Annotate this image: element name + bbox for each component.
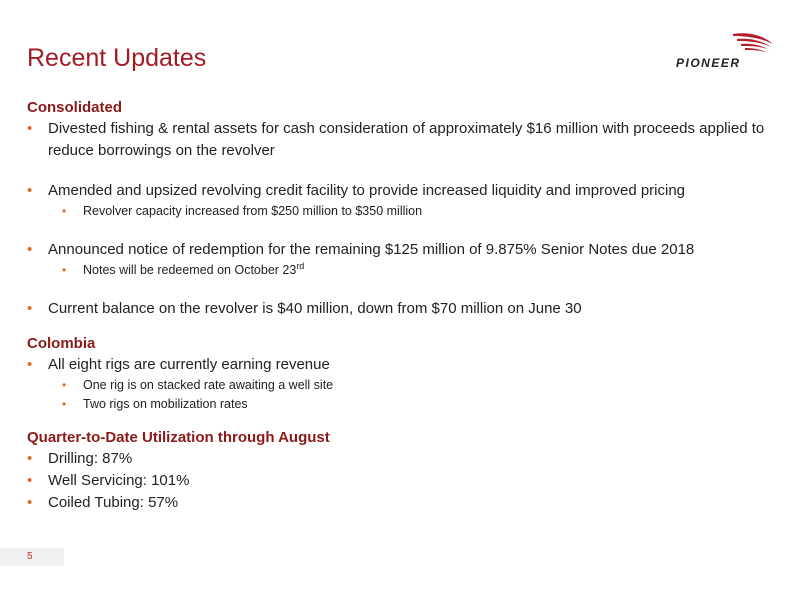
bullet-text: Announced notice of redemption for the remaining $125 million of 9.875% Senior Notes due 2018	[48, 241, 695, 258]
sub-bullet-text: Revolver capacity increased from $250 million to $350 million	[83, 204, 423, 218]
bullet-icon: •	[27, 120, 33, 137]
bullet-text: Current balance on the revolver is $40 million, down from $70 million on June 30	[48, 300, 582, 317]
bullet-icon: •	[27, 241, 33, 258]
sub-bullet-text: Two rigs on mobilization rates	[83, 397, 248, 411]
pioneer-mark-icon	[731, 30, 775, 56]
page-number: 5	[0, 548, 64, 566]
bullet-icon: •	[62, 397, 67, 411]
bullet-icon: •	[27, 356, 33, 373]
list-item	[27, 180, 787, 202]
bullet-text: Amended and upsized revolving credit facility to provide increased liquidity and improved pricing	[48, 182, 686, 199]
slide-title: Recent Updates	[27, 44, 207, 72]
list-item	[27, 492, 787, 514]
superscript: rd	[296, 260, 305, 271]
list-item	[27, 354, 787, 376]
bullet-icon: •	[27, 472, 33, 489]
sub-list-item	[27, 261, 787, 280]
section-heading-colombia: Colombia	[27, 335, 96, 352]
bullet-text: All eight rigs are currently earning revenue	[48, 356, 330, 373]
bullet-text: Divested fishing & rental assets for cash consideration of approximately $16 million with proceeds applied to reduce borrowings on the revolver	[48, 120, 765, 159]
slide-content	[27, 98, 787, 514]
bullet-icon: •	[62, 204, 67, 218]
list-item	[27, 118, 787, 162]
sub-list-item	[27, 202, 787, 221]
bullet-icon: •	[27, 494, 33, 511]
sub-list-item	[27, 395, 787, 414]
logo-wordmark: PIONEER	[676, 56, 741, 70]
sub-bullet-text: Notes will be redeemed on October 23	[83, 263, 297, 277]
bullet-icon: •	[62, 378, 67, 392]
bullet-icon: •	[27, 300, 33, 317]
section-heading-utilization: Quarter-to-Date Utilization through August	[27, 429, 330, 446]
list-item	[27, 298, 787, 320]
sub-list-item	[27, 376, 787, 395]
section-heading-consolidated: Consolidated	[27, 99, 123, 116]
pioneer-logo	[676, 30, 776, 74]
list-item	[27, 470, 787, 492]
bullet-text: Drilling: 87%	[48, 450, 133, 467]
list-item	[27, 448, 787, 470]
bullet-icon: •	[62, 263, 67, 277]
bullet-text: Coiled Tubing: 57%	[48, 494, 179, 511]
list-item	[27, 239, 787, 261]
bullet-text: Well Servicing: 101%	[48, 472, 190, 489]
sub-bullet-text: One rig is on stacked rate awaiting a well site	[83, 378, 334, 392]
bullet-icon: •	[27, 182, 33, 199]
bullet-icon: •	[27, 450, 33, 467]
